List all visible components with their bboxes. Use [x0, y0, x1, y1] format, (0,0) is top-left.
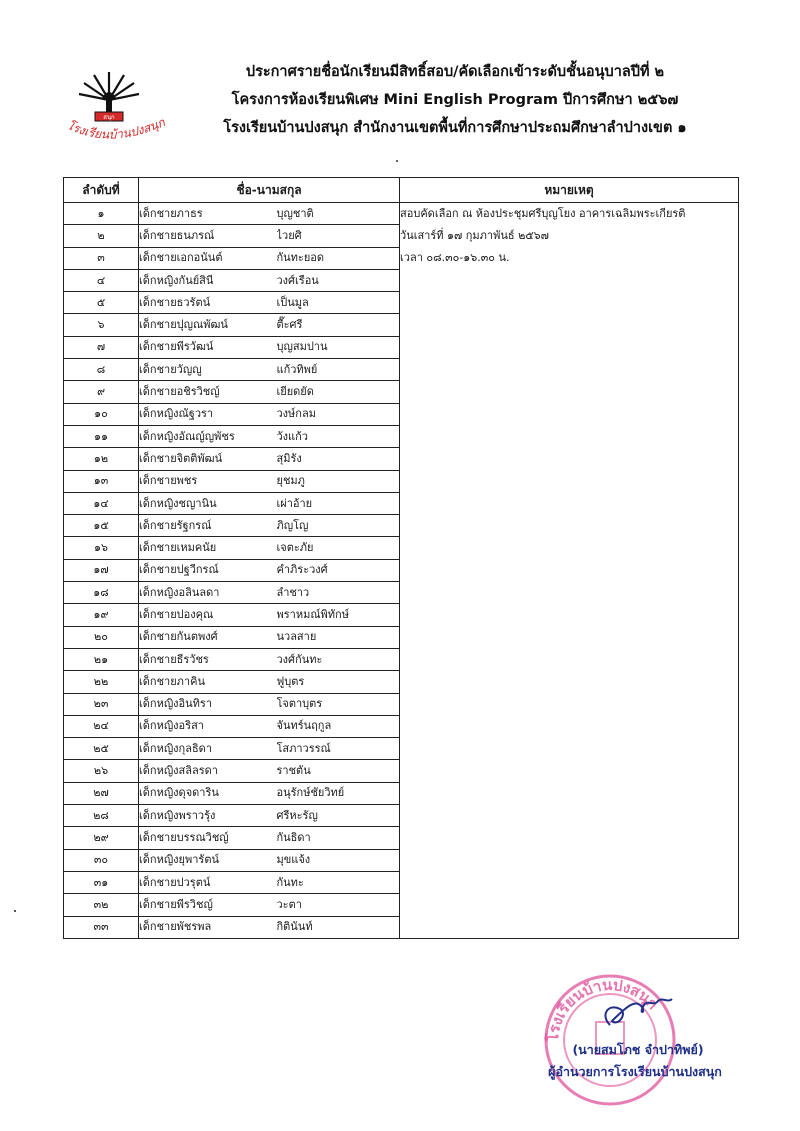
- column-header-note: หมายเหตุ: [400, 178, 739, 203]
- note-cell: [400, 403, 739, 425]
- student-first-name: เด็กหญิงอัณญ์ญพัชร: [139, 425, 277, 447]
- note-line: วันเสาร์ที่ ๑๗ กุมภาพันธ์ ๒๕๖๗: [400, 225, 739, 247]
- student-first-name: เด็กชายจิตติพัฒน์: [139, 448, 277, 470]
- note-cell: [400, 559, 739, 581]
- row-number: ๓: [64, 247, 139, 269]
- student-last-name: นวลสาย: [277, 626, 400, 648]
- student-last-name: กิตินันท์: [277, 916, 400, 938]
- student-last-name: เผ่าอ้าย: [277, 492, 400, 514]
- table-row: [64, 492, 739, 514]
- table-row: [64, 648, 739, 670]
- table-row: [64, 292, 739, 314]
- row-number: ๒: [64, 225, 139, 247]
- student-last-name: แก้วทิพย์: [277, 359, 400, 381]
- logo-school-name: โรงเรียนบ้านปงสนุก: [64, 115, 167, 142]
- student-last-name: กันทะ: [277, 871, 400, 893]
- row-number: ๑๖: [64, 537, 139, 559]
- note-cell: [400, 470, 739, 492]
- table-row: [64, 336, 739, 358]
- note-cell: [400, 381, 739, 403]
- header-line-1: ประกาศรายชื่อนักเรียนมีสิทธิ์สอบ/คัดเลือกเข้าระดับชั้นอนุบาลปีที่ ๒: [245, 64, 665, 80]
- note-cell: [400, 805, 739, 827]
- note-cell: [400, 604, 739, 626]
- student-first-name: เด็กชายรัฐกรณ์: [139, 515, 277, 537]
- student-first-name: เด็กชายพีรวัฒน์: [139, 336, 277, 358]
- row-number: ๒๑: [64, 648, 139, 670]
- student-last-name: เยียดยัด: [277, 381, 400, 403]
- row-number: ๑๔: [64, 492, 139, 514]
- note-cell: [400, 515, 739, 537]
- student-last-name: พราหมณ์พิทักษ์: [277, 604, 400, 626]
- note-cell: [400, 292, 739, 314]
- table-row: [64, 671, 739, 693]
- row-number: ๓๑: [64, 871, 139, 893]
- row-number: ๕: [64, 292, 139, 314]
- row-number: ๒๔: [64, 715, 139, 737]
- student-last-name: โสภาวรรณ์: [277, 738, 400, 760]
- margin-mark: [14, 910, 16, 912]
- table-row: [64, 314, 739, 336]
- student-last-name: สุมิรัง: [277, 448, 400, 470]
- student-last-name: มุขแจ้ง: [277, 849, 400, 871]
- student-last-name: วะตา: [277, 894, 400, 916]
- note-cell: [400, 582, 739, 604]
- student-first-name: เด็กชายภาธร: [139, 203, 277, 225]
- table-row: [64, 871, 739, 893]
- row-number: ๖: [64, 314, 139, 336]
- announcement-header: [175, 58, 735, 142]
- note-cell: [400, 894, 739, 916]
- row-number: ๑๐: [64, 403, 139, 425]
- table-row: [64, 448, 739, 470]
- note-cell: [400, 626, 739, 648]
- table-row: [64, 805, 739, 827]
- student-first-name: เด็กชายภาคิน: [139, 671, 277, 693]
- student-last-name: เจตะภัย: [277, 537, 400, 559]
- note-cell: [400, 314, 739, 336]
- student-first-name: เด็กหญิงอลินลดา: [139, 582, 277, 604]
- student-last-name: วงศ์กันทะ: [277, 648, 400, 670]
- header-line-3: โรงเรียนบ้านปงสนุก สำนักงานเขตพื้นที่การศึกษาประถมศึกษาลำปางเขต ๑: [223, 120, 687, 136]
- note-cell: [400, 648, 739, 670]
- table-row: [64, 760, 739, 782]
- student-first-name: เด็กหญิงยุพารัตน์: [139, 849, 277, 871]
- row-number: ๙: [64, 381, 139, 403]
- note-cell: [400, 827, 739, 849]
- table-row: [64, 537, 739, 559]
- student-last-name: ยุชมภู: [277, 470, 400, 492]
- student-last-name: ราชตัน: [277, 760, 400, 782]
- table-row: [64, 247, 739, 269]
- table-row: [64, 782, 739, 804]
- row-number: ๑: [64, 203, 139, 225]
- student-first-name: เด็กชายปฐวีกรณ์: [139, 559, 277, 581]
- signatory-name: (นายสมโภช จำปาทิพย์): [572, 1042, 704, 1057]
- row-number: ๑๗: [64, 559, 139, 581]
- student-first-name: เด็กชายอชิรวิชญ์: [139, 381, 277, 403]
- note-cell: [400, 537, 739, 559]
- table-row: [64, 894, 739, 916]
- school-logo: [60, 68, 178, 148]
- student-first-name: เด็กชายปวรุตน์: [139, 871, 277, 893]
- speck: [396, 160, 398, 162]
- row-number: ๑๑: [64, 425, 139, 447]
- table-row: [64, 715, 739, 737]
- note-cell: [400, 693, 739, 715]
- student-last-name: อนุรักษ์ชัยวิทย์: [277, 782, 400, 804]
- table-row: [64, 203, 739, 225]
- row-number: ๓๓: [64, 916, 139, 938]
- note-cell: [400, 425, 739, 447]
- student-last-name: บุญสมปาน: [277, 336, 400, 358]
- row-number: ๓๒: [64, 894, 139, 916]
- table-row: [64, 626, 739, 648]
- table-row: [64, 827, 739, 849]
- student-last-name: ฟูบุตร: [277, 671, 400, 693]
- column-header-number: ลำดับที่: [64, 178, 139, 203]
- student-last-name: กันทะยอด: [277, 247, 400, 269]
- student-first-name: เด็กชายเหมคนัย: [139, 537, 277, 559]
- header-line-2: โครงการห้องเรียนพิเศษ Mini English Program ปีการศึกษา ๒๕๖๗: [231, 92, 679, 108]
- note-cell: [400, 269, 739, 291]
- student-last-name: ไวยศิ: [277, 225, 400, 247]
- student-last-name: จันทร์นฤกูล: [277, 715, 400, 737]
- table-row: [64, 515, 739, 537]
- student-last-name: วงษ์กลม: [277, 403, 400, 425]
- table-row: [64, 269, 739, 291]
- table-header-row: [64, 178, 739, 203]
- note-line: เวลา ๐๘.๓๐-๑๖.๓๐ น.: [400, 247, 739, 269]
- column-header-name: ชื่อ-นามสกุล: [139, 178, 400, 203]
- row-number: ๒๕: [64, 738, 139, 760]
- stamp-text: โรงเรียนบ้านปงสนุก: [543, 975, 662, 1043]
- student-roster-table: [63, 177, 739, 939]
- student-last-name: คำภิระวงศ์: [277, 559, 400, 581]
- student-first-name: เด็กหญิงดุจดาริน: [139, 782, 277, 804]
- handwritten-signature: [598, 985, 678, 1035]
- student-last-name: กันธิดา: [277, 827, 400, 849]
- row-number: ๓๐: [64, 849, 139, 871]
- student-last-name: ศรีหะรัญ: [277, 805, 400, 827]
- student-first-name: เด็กชายปุญณพัฒน์: [139, 314, 277, 336]
- table-row: [64, 225, 739, 247]
- row-number: ๒๗: [64, 782, 139, 804]
- student-first-name: เด็กชายพชร: [139, 470, 277, 492]
- row-number: ๘: [64, 359, 139, 381]
- table-row: [64, 582, 739, 604]
- student-first-name: เด็กหญิงชญานิน: [139, 492, 277, 514]
- row-number: ๑๕: [64, 515, 139, 537]
- row-number: ๔: [64, 269, 139, 291]
- student-first-name: เด็กชายพีรวิชญ์: [139, 894, 277, 916]
- table-row: [64, 425, 739, 447]
- student-last-name: เป็นมูล: [277, 292, 400, 314]
- table-row: [64, 559, 739, 581]
- note-cell: [400, 671, 739, 693]
- student-last-name: ภิญโญ: [277, 515, 400, 537]
- student-first-name: เด็กหญิงอินทิรา: [139, 693, 277, 715]
- note-cell: [400, 715, 739, 737]
- student-first-name: เด็กหญิงพราวรุ้ง: [139, 805, 277, 827]
- table-row: [64, 470, 739, 492]
- student-last-name: วังแก้ว: [277, 425, 400, 447]
- row-number: ๒๒: [64, 671, 139, 693]
- table-row: [64, 381, 739, 403]
- note-line: สอบคัดเลือก ณ ห้องประชุมศรีบุญโยง อาคารเฉลิมพระเกียรติ: [400, 203, 739, 225]
- student-first-name: เด็กหญิงณัฐวรา: [139, 403, 277, 425]
- table-row: [64, 693, 739, 715]
- note-cell: [400, 916, 739, 938]
- student-first-name: เด็กหญิงสลิลรดา: [139, 760, 277, 782]
- note-cell: [400, 448, 739, 470]
- note-cell: [400, 738, 739, 760]
- table-body: [64, 203, 739, 939]
- student-first-name: เด็กหญิงกุลธิดา: [139, 738, 277, 760]
- student-first-name: เด็กชายธีรวัชร: [139, 648, 277, 670]
- student-first-name: เด็กชายบรรณวิชญ์: [139, 827, 277, 849]
- table-row: [64, 916, 739, 938]
- student-last-name: ลำชาว: [277, 582, 400, 604]
- note-cell: [400, 849, 739, 871]
- signatory-title: ผู้อำนวยการโรงเรียนบ้านปงสนุก: [548, 1064, 722, 1079]
- student-last-name: วงศ์เรือน: [277, 269, 400, 291]
- table-row: [64, 359, 739, 381]
- student-first-name: เด็กชายธนภรณ์: [139, 225, 277, 247]
- row-number: ๒๖: [64, 760, 139, 782]
- logo-banner-text: สนุก: [103, 114, 115, 121]
- row-number: ๑๘: [64, 582, 139, 604]
- student-first-name: เด็กหญิงกันย์สินี: [139, 269, 277, 291]
- student-last-name: บุญชาติ: [277, 203, 400, 225]
- student-last-name: โจตาบุตร: [277, 693, 400, 715]
- row-number: ๒๙: [64, 827, 139, 849]
- note-cell: [400, 359, 739, 381]
- student-first-name: เด็กชายกันตพงศ์: [139, 626, 277, 648]
- table-row: [64, 403, 739, 425]
- student-first-name: เด็กชายปองคุณ: [139, 604, 277, 626]
- note-cell: [400, 871, 739, 893]
- student-first-name: เด็กชายพัชรพล: [139, 916, 277, 938]
- student-first-name: เด็กชายวัญญู: [139, 359, 277, 381]
- row-number: ๒๘: [64, 805, 139, 827]
- note-cell: [400, 760, 739, 782]
- student-first-name: เด็กชายธวรัตน์: [139, 292, 277, 314]
- table-row: [64, 738, 739, 760]
- row-number: ๑๒: [64, 448, 139, 470]
- note-cell: [400, 336, 739, 358]
- row-number: ๒๐: [64, 626, 139, 648]
- table-row: [64, 604, 739, 626]
- row-number: ๒๓: [64, 693, 139, 715]
- row-number: ๑๓: [64, 470, 139, 492]
- note-cell: [400, 782, 739, 804]
- student-first-name: เด็กชายเอกอนันต์: [139, 247, 277, 269]
- row-number: ๑๙: [64, 604, 139, 626]
- student-last-name: ตื๊ะศรี: [277, 314, 400, 336]
- row-number: ๗: [64, 336, 139, 358]
- student-first-name: เด็กหญิงอริสา: [139, 715, 277, 737]
- note-cell: [400, 492, 739, 514]
- table-row: [64, 849, 739, 871]
